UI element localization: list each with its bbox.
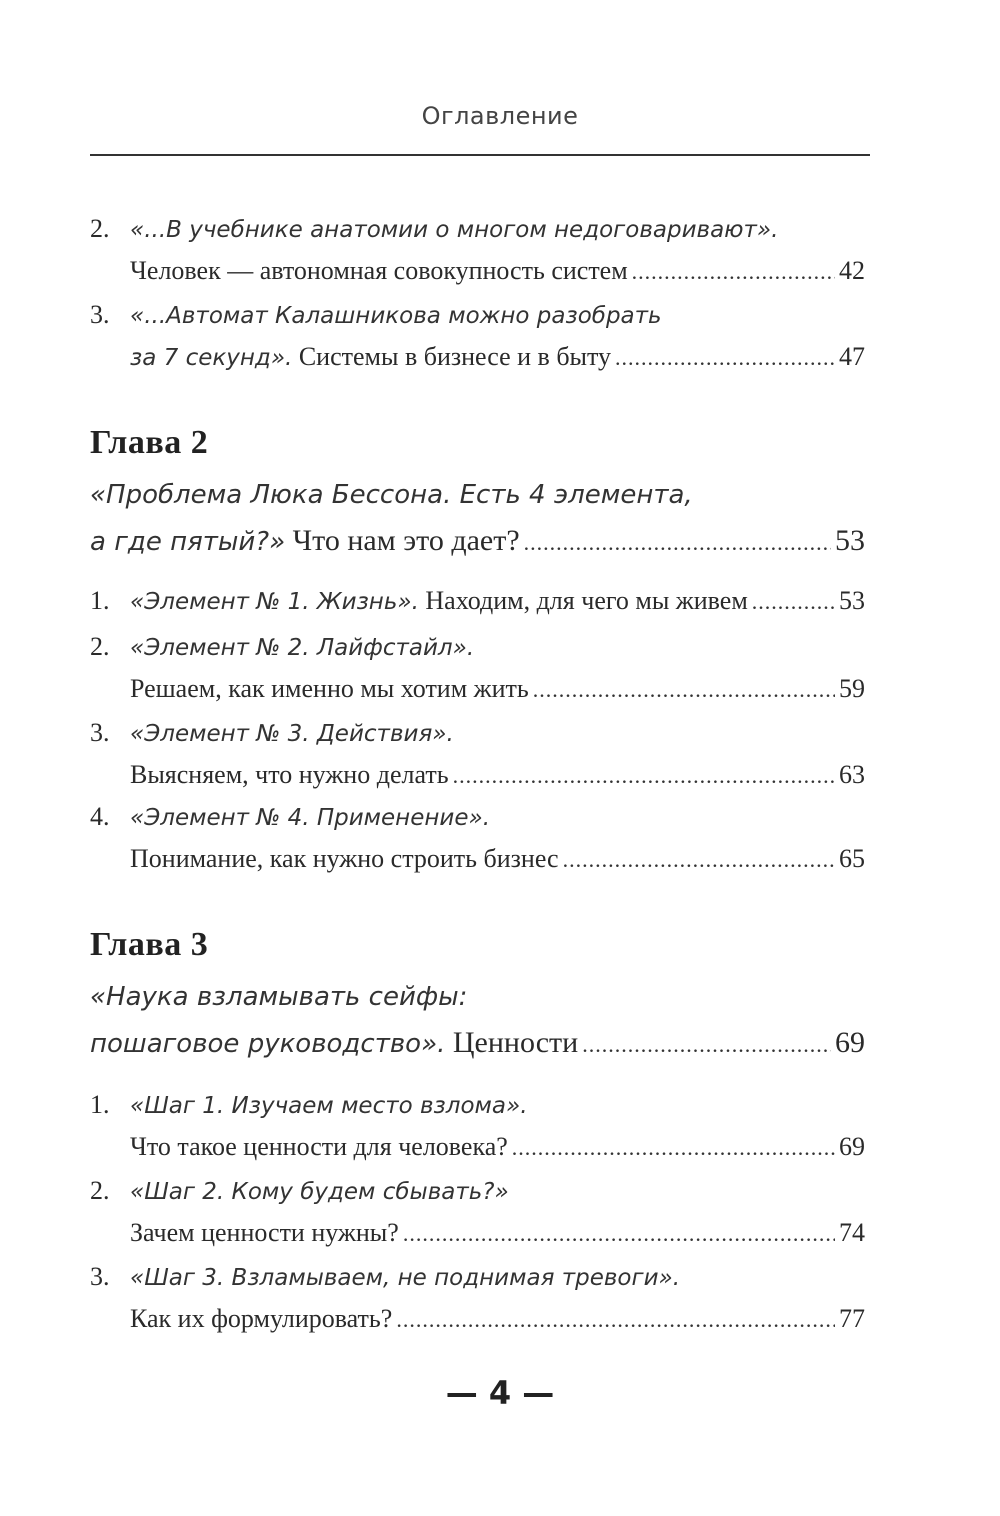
entry-italic-title: «Шаг 2. Кому будем сбывать?» [130, 1179, 509, 1205]
entry-number: 4. [90, 802, 110, 831]
entry-page: 77 [839, 1304, 865, 1333]
entry-page: 63 [839, 760, 865, 789]
toc-entry-2-4[interactable] [90, 796, 865, 880]
toc-entry-2-3[interactable] [90, 712, 865, 796]
entry-italic-title: «Шаг 1. Изучаем место взлома». [130, 1093, 528, 1119]
header-rule [90, 154, 870, 156]
entry-number: 3. [90, 718, 110, 747]
entry-page: 53 [839, 586, 865, 615]
entry-text: Находим, для чего мы живем [418, 586, 748, 615]
running-header: Оглавление [421, 102, 579, 130]
entry-page: 65 [839, 844, 865, 873]
chapter-page: 69 [835, 1026, 865, 1059]
entry-text: Что такое ценности для человека? [130, 1132, 508, 1161]
entry-italic-title: «Элемент № 1. Жизнь». [130, 589, 419, 615]
dot-leader [533, 669, 835, 711]
dot-leader [453, 755, 835, 797]
entry-italic-title: «Элемент № 4. Применение». [130, 805, 491, 831]
entry-number: 2. [90, 1176, 110, 1205]
entry-text: Решаем, как именно мы хотим жить [130, 674, 529, 703]
entry-number: 2. [90, 214, 110, 243]
dot-leader [403, 1213, 835, 1255]
chapter-italic-title-cont: пошаговое руководство». [90, 1029, 446, 1059]
entry-text: Как их формулировать? [130, 1304, 393, 1333]
dot-leader [582, 1022, 831, 1068]
dot-leader [632, 251, 835, 293]
entry-italic-title: «...В учебнике анатомии о многом недоговаривают». [130, 217, 779, 243]
toc-entry-2-1[interactable] [90, 580, 865, 622]
entry-page: 74 [839, 1218, 865, 1247]
chapter-text: Что нам это дает? [285, 524, 520, 557]
dot-leader [615, 337, 835, 379]
toc-entry-3-2[interactable] [90, 1170, 865, 1254]
entry-text: Выясняем, что нужно делать [130, 760, 449, 789]
toc-entry-1-3[interactable] [90, 294, 865, 378]
entry-page: 47 [839, 342, 865, 371]
entry-text: Человек — автономная совокупность систем [130, 256, 628, 285]
chapter-page: 53 [835, 524, 865, 557]
entry-page: 59 [839, 674, 865, 703]
entry-text: Зачем ценности нужны? [130, 1218, 399, 1247]
toc-entry-3-3[interactable] [90, 1256, 865, 1340]
dot-leader [752, 581, 835, 623]
chapter-italic-title-cont: а где пятый?» [90, 527, 286, 557]
dot-leader [512, 1127, 835, 1169]
entry-italic-title: «Шаг 3. Взламываем, не поднимая тревоги». [130, 1265, 681, 1291]
entry-italic-title: «Элемент № 3. Действия». [130, 721, 454, 747]
entry-number: 3. [90, 1262, 110, 1291]
toc-entry-3-1[interactable] [90, 1084, 865, 1168]
chapter-2-heading: Глава 2 [90, 424, 209, 461]
chapter-3-title[interactable] [90, 974, 865, 1066]
dot-leader [563, 839, 835, 881]
dot-leader [396, 1299, 835, 1341]
entry-number: 1. [90, 586, 110, 615]
chapter-2-title[interactable] [90, 472, 865, 564]
entry-page: 42 [839, 256, 865, 285]
entry-page: 69 [839, 1132, 865, 1161]
page-number: — 4 — [445, 1374, 555, 1412]
entry-text: Системы в бизнесе и в быту [292, 342, 612, 371]
entry-number: 1. [90, 1090, 110, 1119]
dot-leader [524, 520, 831, 566]
chapter-3-heading: Глава 3 [90, 926, 209, 963]
chapter-text: Ценности [445, 1026, 579, 1059]
entry-number: 2. [90, 632, 110, 661]
toc-entry-1-2[interactable] [90, 208, 865, 292]
toc-entry-2-2[interactable] [90, 626, 865, 710]
entry-number: 3. [90, 300, 110, 329]
entry-italic-title: «Элемент № 2. Лайфстайл». [130, 635, 475, 661]
entry-italic-title-cont: за 7 секунд». [130, 345, 293, 371]
entry-italic-title: «...Автомат Калашникова можно разобрать [130, 303, 662, 329]
entry-text: Понимание, как нужно строить бизнес [130, 844, 559, 873]
chapter-italic-title: «Наука взламывать сейфы: [90, 982, 468, 1012]
chapter-italic-title: «Проблема Люка Бессона. Есть 4 элемента, [90, 480, 693, 510]
